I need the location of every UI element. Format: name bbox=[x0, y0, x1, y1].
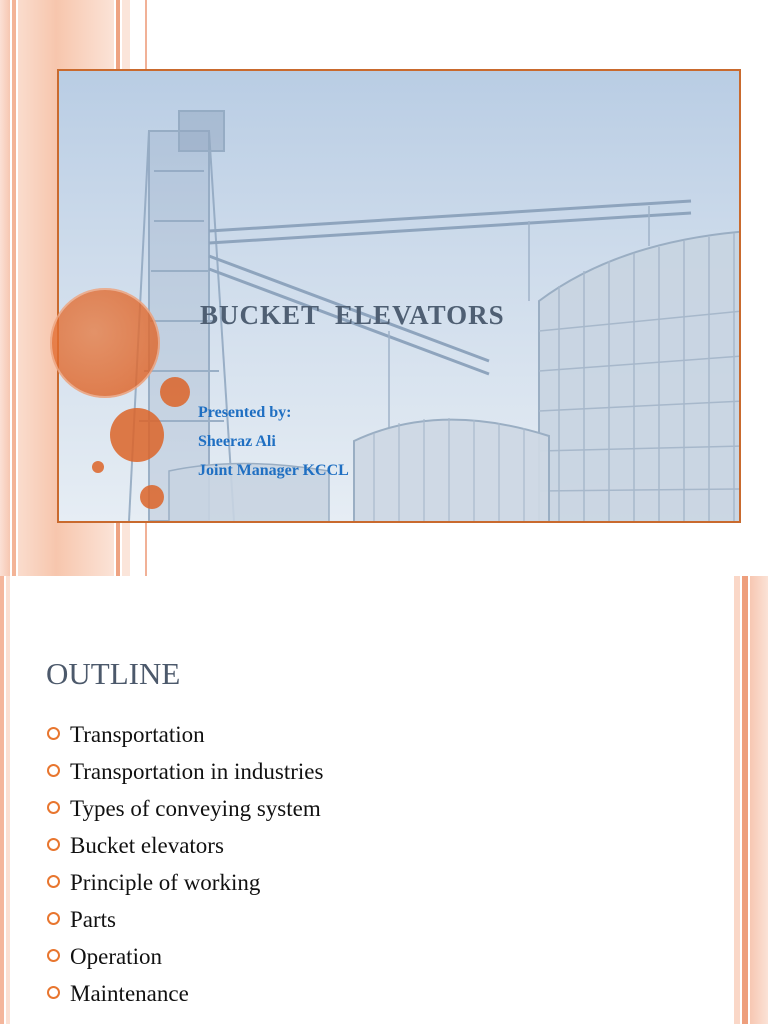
list-item bbox=[47, 938, 323, 975]
list-item-label: Transportation bbox=[70, 721, 205, 747]
outline-title: OUTLINE bbox=[46, 656, 181, 691]
decorative-stripe bbox=[734, 576, 740, 1024]
list-item bbox=[47, 790, 323, 827]
decorative-stripe bbox=[0, 0, 10, 576]
decorative-stripe bbox=[742, 576, 748, 1024]
decorative-stripe bbox=[12, 0, 16, 576]
list-item-label: Operation bbox=[70, 943, 162, 969]
circle-bullet-icon bbox=[47, 838, 60, 851]
decorative-stripe bbox=[0, 576, 4, 1024]
circle-bullet-icon bbox=[47, 986, 60, 999]
circle-bullet-icon bbox=[47, 949, 60, 962]
circle-bullet-icon bbox=[47, 912, 60, 925]
circle-bullet-icon bbox=[47, 875, 60, 888]
list-item bbox=[47, 901, 323, 938]
decorative-circle bbox=[50, 288, 160, 398]
outline-list bbox=[47, 716, 323, 1012]
decorative-circle bbox=[92, 461, 104, 473]
list-item-label: Bucket elevators bbox=[70, 832, 224, 858]
list-item bbox=[47, 827, 323, 864]
decorative-circle bbox=[110, 408, 164, 462]
circle-bullet-icon bbox=[47, 801, 60, 814]
decorative-circle bbox=[140, 485, 164, 509]
list-item-label: Types of conveying system bbox=[70, 795, 321, 821]
grain-silo-photo bbox=[57, 69, 741, 523]
slide-title: BUCKET ELEVATORS bbox=[200, 300, 505, 330]
decorative-circle bbox=[160, 377, 190, 407]
list-item bbox=[47, 716, 323, 753]
list-item bbox=[47, 864, 323, 901]
outline-slide bbox=[0, 576, 768, 1024]
presenter-role: Joint Manager KCCL bbox=[198, 462, 349, 479]
presenter-name: Sheeraz Ali bbox=[198, 433, 276, 450]
presented-by-label: Presented by: bbox=[198, 404, 292, 421]
circle-bullet-icon bbox=[47, 727, 60, 740]
list-item-label: Maintenance bbox=[70, 980, 189, 1006]
list-item-label: Parts bbox=[70, 906, 116, 932]
decorative-stripe bbox=[750, 576, 768, 1024]
list-item-label: Principle of working bbox=[70, 869, 261, 895]
decorative-stripe bbox=[6, 576, 10, 1024]
list-item bbox=[47, 753, 323, 790]
circle-bullet-icon bbox=[47, 764, 60, 777]
silo-illustration bbox=[59, 71, 741, 523]
list-item-label: Transportation in industries bbox=[70, 758, 324, 784]
list-item bbox=[47, 975, 323, 1012]
